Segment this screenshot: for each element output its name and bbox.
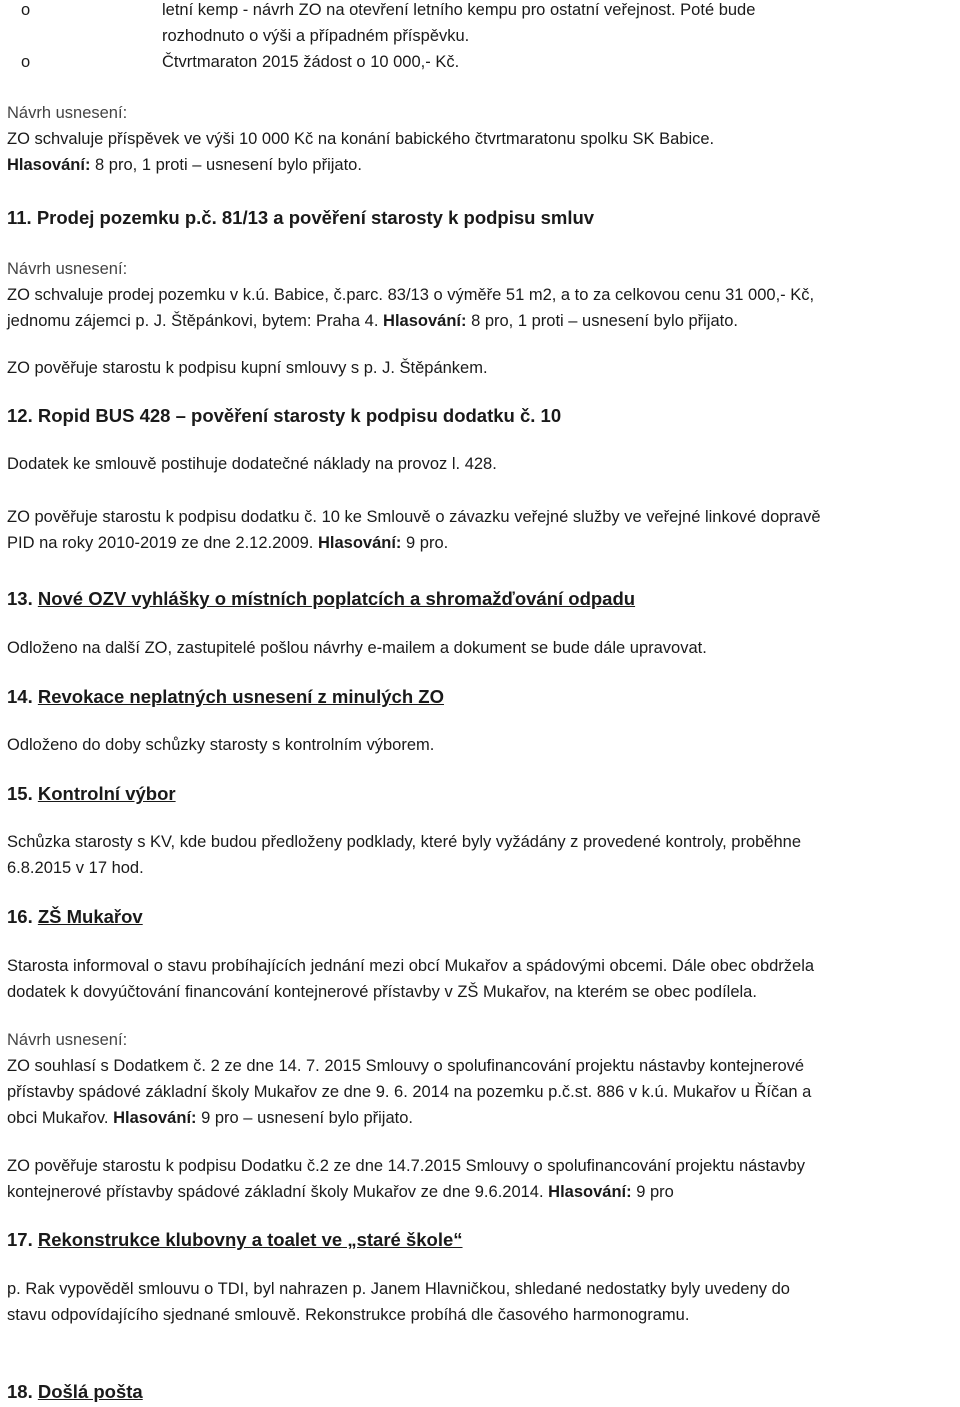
vote-label: Hlasování: [383, 312, 467, 330]
section-title: ZŠ Mukařov [37, 906, 143, 927]
section-heading-17 [7, 1227, 952, 1253]
paragraph: Starosta informoval o stavu probíhajících jednání mezi obcí Mukařov a spádovými obcemi. Dále obec obdržela [7, 957, 815, 975]
paragraph: dodatek k dovyúčtování financování kontejnerové přístavby v ZŠ Mukařov, na kterém se obec podílela. [7, 983, 757, 1001]
section-heading-16 [7, 904, 952, 930]
resolution-text: přístavby spádové základní školy Mukařov ze dne 9. 6. 2014 na pozemku p.č.st. 886 v k.ú. Mukařov u Říčan a [7, 1083, 812, 1101]
paragraph: Schůzka starosty s KV, kde budou předloženy podklady, které byly vyžádány z provedené kontroly, proběhne [7, 833, 801, 851]
section-number: 18. [7, 1381, 33, 1402]
resolution-label: Návrh usnesení: [7, 260, 128, 278]
vote-label: Hlasování: [7, 156, 91, 174]
resolution-text-part: kontejnerové přístavby spádové základní školy Mukařov ze dne 9.6.2014. [7, 1183, 549, 1201]
section-title: Nové OZV vyhlášky o místních poplatcích a shromažďování odpadu [37, 588, 636, 609]
resolution-text: ZO pověřuje starostu k podpisu Dodatku č.2 ze dne 14.7.2015 Smlouvy o spolufinancování projektu nástavby [7, 1157, 805, 1175]
section-heading-18 [7, 1379, 952, 1405]
vote-label: Hlasování: [548, 1183, 632, 1201]
resolution-text-part: PID na roky 2010-2019 ze dne 2.12.2009. [7, 534, 318, 552]
section-title: Rekonstrukce klubovny a toalet ve „staré škole“ [37, 1229, 463, 1250]
resolution-text: ZO pověřuje starostu k podpisu kupní smlouvy s p. J. Štěpánkem. [7, 359, 488, 377]
vote-result: 9 pro – usnesení bylo přijato. [196, 1109, 413, 1127]
resolution-text [7, 1179, 952, 1205]
vote-line [7, 152, 952, 178]
resolution-text-part: jednomu zájemci p. J. Štěpánkovi, bytem: Praha 4. [7, 312, 384, 330]
resolution-text [7, 530, 952, 556]
section-title: Revokace neplatných usnesení z minulých ZO [37, 686, 444, 707]
resolution-text: ZO pověřuje starostu k podpisu dodatku č. 10 ke Smlouvě o závazku veřejné služby ve veřejné linkové dopravě [7, 508, 821, 526]
section-title: Kontrolní výbor [37, 783, 176, 804]
bullet-marker: o [21, 1, 31, 19]
paragraph: Dodatek ke smlouvě postihuje dodatečné náklady na provoz l. 428. [7, 455, 497, 473]
resolution-text [7, 308, 952, 334]
section-heading-15 [7, 781, 952, 807]
vote-label: Hlasování: [317, 534, 402, 552]
paragraph: Odloženo do doby schůzky starosty s kontrolním výborem. [7, 736, 435, 754]
section-number: 13. [7, 588, 33, 609]
paragraph: Odloženo na další ZO, zastupitelé pošlou návrhy e-mailem a dokument se bude dále upravovat. [7, 639, 707, 657]
bullet-text: Čtvrtmaraton 2015 žádost o 10 000,- Kč. [162, 53, 460, 71]
vote-result: 8 pro, 1 proti – usnesení bylo přijato. [90, 156, 362, 174]
section-heading-13 [7, 586, 952, 612]
resolution-label: Návrh usnesení: [7, 104, 128, 122]
bullet-marker: o [21, 53, 31, 71]
paragraph: stavu odpovídajícího sjednané smlouvě. Rekonstrukce probíhá dle časového harmonogramu. [7, 1306, 690, 1324]
vote-result: 9 pro [631, 1183, 674, 1201]
vote-label: Hlasování: [113, 1109, 197, 1127]
vote-result: 9 pro. [401, 534, 449, 552]
section-number: 16. [7, 906, 33, 927]
bullet-text: rozhodnuto o výši a případném příspěvku. [162, 27, 470, 45]
paragraph: 6.8.2015 v 17 hod. [7, 859, 144, 877]
resolution-text-part: obci Mukařov. [7, 1109, 114, 1127]
paragraph: p. Rak vypověděl smlouvu o TDI, byl nahrazen p. Janem Hlavničkou, shledané nedostatky byly uvedeny do [7, 1280, 790, 1298]
resolution-text [7, 1105, 952, 1131]
section-title: Došlá pošta [37, 1381, 143, 1402]
resolution-text: ZO schvaluje prodej pozemku v k.ú. Babice, č.parc. 83/13 o výměře 51 m2, a to za celkovou cenu 31 000,- Kč, [7, 286, 815, 304]
section-number: 14. [7, 686, 33, 707]
section-heading-12: 12. Ropid BUS 428 – pověření starosty k podpisu dodatku č. 10 [7, 405, 562, 426]
resolution-label: Návrh usnesení: [7, 1031, 128, 1049]
section-number: 15. [7, 783, 33, 804]
resolution-text: ZO souhlasí s Dodatkem č. 2 ze dne 14. 7. 2015 Smlouvy o spolufinancování projektu nástavby kontejnerové [7, 1057, 805, 1075]
section-heading-14 [7, 684, 952, 710]
section-heading-11: 11. Prodej pozemku p.č. 81/13 a pověření starosty k podpisu smluv [7, 207, 595, 228]
bullet-text: letní kemp - návrh ZO na otevření letního kempu pro ostatní veřejnost. Poté bude [162, 1, 756, 19]
section-number: 17. [7, 1229, 33, 1250]
resolution-text: ZO schvaluje příspěvek ve výši 10 000 Kč na konání babického čtvrtmaratonu spolku SK Babice. [7, 130, 715, 148]
vote-result: 8 pro, 1 proti – usnesení bylo přijato. [466, 312, 738, 330]
